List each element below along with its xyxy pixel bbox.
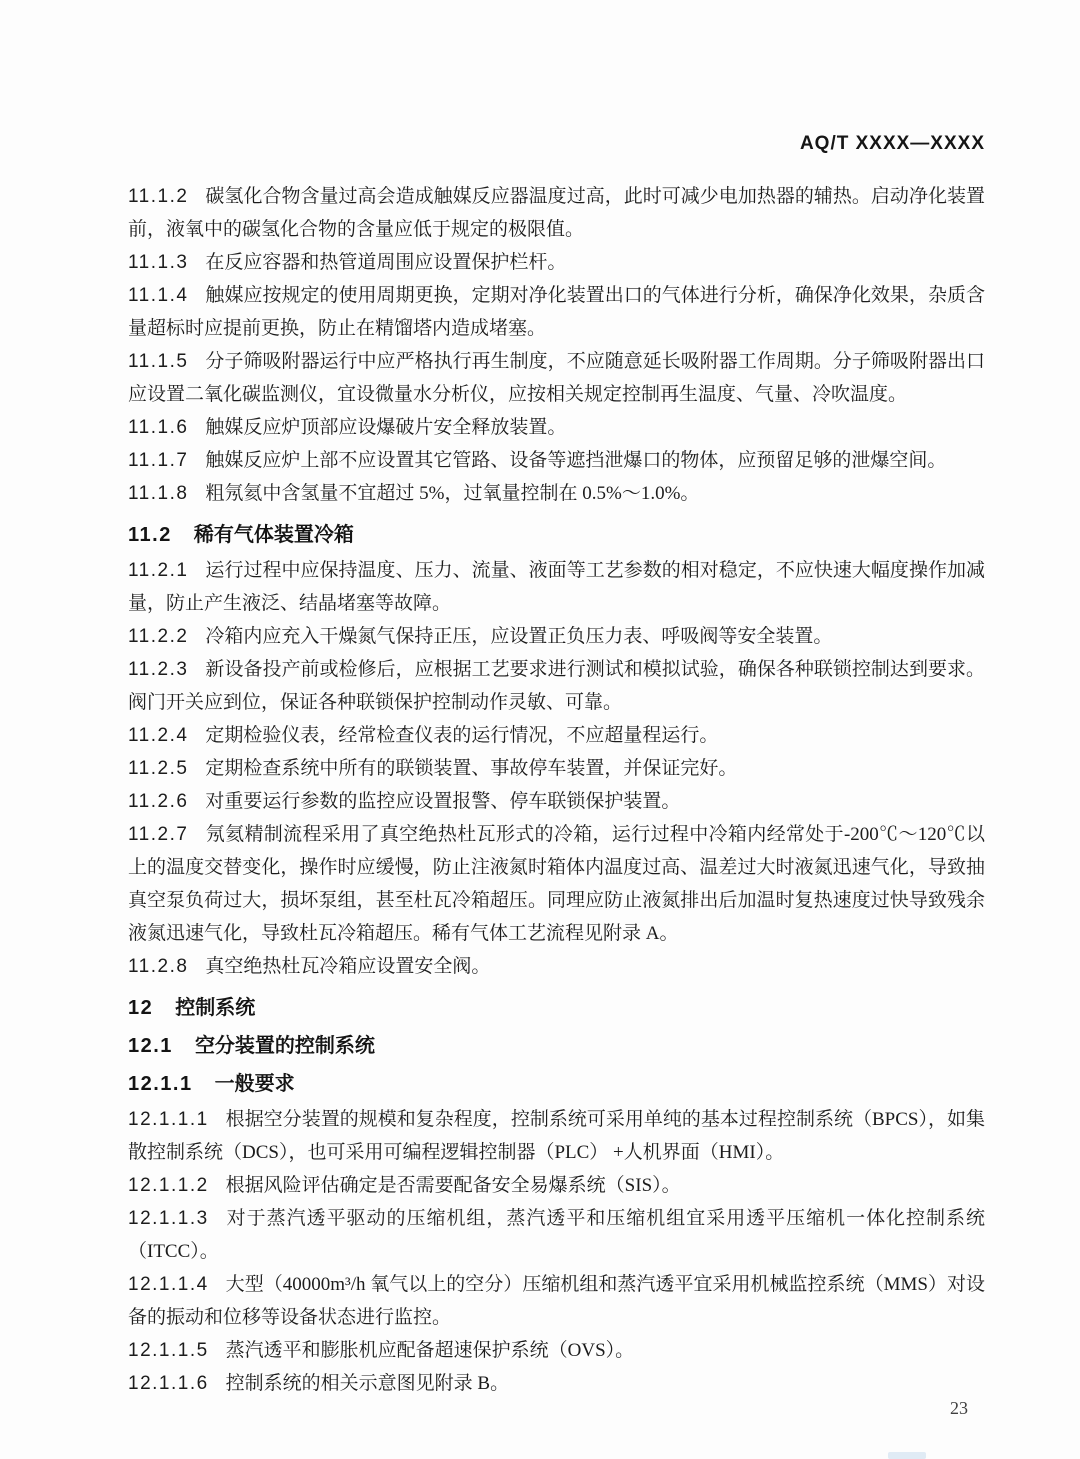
clause-paragraph [128, 752, 985, 785]
clause-number: 11.1.7 [128, 450, 189, 471]
clause-text: 定期检验仪表，经常检查仪表的运行情况，不应超量程运行。 [205, 725, 719, 746]
clause-number: 11.2.8 [128, 956, 189, 977]
clause-paragraph [128, 1367, 985, 1400]
clause-paragraph [128, 620, 985, 653]
clause-text: 触媒反应炉上部不应设置其它管路、设备等遮挡泄爆口的物体，应预留足够的泄爆空间。 [205, 450, 947, 471]
page-header [128, 132, 985, 156]
page-footer [950, 1398, 968, 1419]
clause-text: 触媒应按规定的使用周期更换，定期对净化装置出口的气体进行分析，确保净化效果，杂质含量超标时应提前更换，防止在精馏塔内造成堵塞。 [128, 285, 985, 339]
clause-text: 运行过程中应保持温度、压力、流量、液面等工艺参数的相对稳定，不应快速大幅度操作加减量，防止产生液泛、结晶堵塞等故障。 [128, 560, 985, 614]
clause-number: 11.2.3 [128, 659, 189, 680]
heading-number: 12.1.1 [128, 1073, 193, 1095]
clause-text: 冷箱内应充入干燥氮气保持正压，应设置正负压力表、呼吸阀等安全装置。 [205, 626, 833, 647]
clause-text: 真空绝热杜瓦冷箱应设置安全阀。 [205, 956, 491, 977]
clause-number: 11.2.6 [128, 791, 189, 812]
clause-text: 控制系统的相关示意图见附录 B。 [225, 1373, 510, 1394]
clause-paragraph [128, 1103, 985, 1169]
clause-text: 氖氦精制流程采用了真空绝热杜瓦形式的冷箱，运行过程中冷箱内经常处于-200℃～120℃以上的温度交替变化，操作时应缓慢，防止注液氮时箱体内温度过高、温差过大时液氮迅速气化，导致抽真空泵负荷过大，损坏泵组，甚至杜瓦冷箱超压。同理应防止液氮排出后加温时复热速度过快导致残余液氮迅速气化，导致杜瓦冷箱超压。稀有气体工艺流程见附录 A。 [128, 824, 985, 944]
clause-number: 11.2.1 [128, 560, 189, 581]
clause-paragraph [128, 444, 985, 477]
clause-number: 11.2.5 [128, 758, 189, 779]
clause-text: 碳氢化合物含量过高会造成触媒反应器温度过高，此时可减少电加热器的辅热。启动净化装置前，液氧中的碳氢化合物的含量应低于规定的极限值。 [128, 186, 985, 240]
clause-paragraph [128, 345, 985, 411]
clause-number: 11.1.3 [128, 252, 189, 273]
clause-text: 蒸汽透平和膨胀机应配备超速保护系统（OVS）。 [225, 1340, 635, 1361]
section-heading [128, 995, 985, 1021]
clause-text: 分子筛吸附器运行中应严格执行再生制度，不应随意延长吸附器工作周期。分子筛吸附器出口应设置二氧化碳监测仪，宜设微量水分析仪，应按相关规定控制再生温度、气量、冷吹温度。 [128, 351, 985, 405]
clause-number: 12.1.1.1 [128, 1109, 209, 1130]
clause-paragraph [128, 653, 985, 719]
clause-number: 12.1.1.5 [128, 1340, 209, 1361]
page-number: 23 [950, 1398, 968, 1418]
clause-paragraph [128, 246, 985, 279]
heading-text: 一般要求 [214, 1073, 295, 1095]
clause-paragraph [128, 719, 985, 752]
clause-text: 触媒反应炉顶部应设爆破片安全释放装置。 [205, 417, 567, 438]
clause-text: 对于蒸汽透平驱动的压缩机组，蒸汽透平和压缩机组宜采用透平压缩机一体化控制系统（ITCC）。 [128, 1208, 985, 1262]
section-heading [128, 1033, 985, 1059]
clause-number: 11.1.2 [128, 186, 189, 207]
clause-paragraph [128, 1268, 985, 1334]
clause-paragraph [128, 477, 985, 510]
clause-text: 根据风险评估确定是否需要配备安全易爆系统（SIS）。 [225, 1175, 681, 1196]
section-heading [128, 522, 985, 548]
heading-text: 控制系统 [175, 997, 256, 1019]
clause-number: 11.2.2 [128, 626, 189, 647]
clause-number: 12.1.1.2 [128, 1175, 209, 1196]
clause-paragraph [128, 950, 985, 983]
clause-paragraph [128, 411, 985, 444]
clause-text: 新设备投产前或检修后，应根据工艺要求进行测试和模拟试验，确保各种联锁控制达到要求。阀门开关应到位，保证各种联锁保护控制动作灵敏、可靠。 [128, 659, 985, 713]
clause-text: 粗氖氦中含氢量不宜超过 5%，过氧量控制在 0.5%～1.0%。 [205, 483, 700, 504]
clause-number: 12.1.1.6 [128, 1373, 209, 1394]
clause-paragraph [128, 1202, 985, 1268]
clause-number: 11.1.4 [128, 285, 189, 306]
heading-number: 12.1 [128, 1035, 173, 1057]
clause-paragraph [128, 554, 985, 620]
clause-paragraph [128, 1169, 985, 1202]
bottom-artifact [888, 1452, 926, 1459]
heading-text: 空分装置的控制系统 [194, 1035, 375, 1057]
clause-paragraph [128, 785, 985, 818]
heading-number: 11.2 [128, 524, 172, 546]
clause-number: 11.2.7 [128, 824, 189, 845]
clause-text: 在反应容器和热管道周围应设置保护栏杆。 [205, 252, 567, 273]
clause-paragraph [128, 180, 985, 246]
clause-text: 定期检查系统中所有的联锁装置、事故停车装置，并保证完好。 [205, 758, 738, 779]
clause-paragraph [128, 279, 985, 345]
clause-text: 根据空分装置的规模和复杂程度，控制系统可采用单纯的基本过程控制系统（BPCS），如集散控制系统（DCS），也可采用可编程逻辑控制器（PLC） +人机界面（HMI）。 [128, 1109, 985, 1163]
heading-number: 12 [128, 997, 154, 1019]
standard-number: AQ/T XXXX—XXXX [799, 133, 985, 154]
clause-number: 11.1.5 [128, 351, 189, 372]
clause-number: 11.1.6 [128, 417, 189, 438]
clause-paragraph [128, 818, 985, 950]
clause-number: 11.2.4 [128, 725, 189, 746]
clause-text: 对重要运行参数的监控应设置报警、停车联锁保护装置。 [205, 791, 681, 812]
heading-text: 稀有气体装置冷箱 [193, 524, 354, 546]
clause-text: 大型（40000m³/h 氧气以上的空分）压缩机组和蒸汽透平宜采用机械监控系统（MMS）对设备的振动和位移等设备状态进行监控。 [128, 1274, 985, 1328]
section-heading [128, 1071, 985, 1097]
document-body [128, 180, 985, 1400]
clause-paragraph [128, 1334, 985, 1367]
clause-number: 12.1.1.4 [128, 1274, 209, 1295]
clause-number: 12.1.1.3 [128, 1208, 209, 1229]
clause-number: 11.1.8 [128, 483, 189, 504]
